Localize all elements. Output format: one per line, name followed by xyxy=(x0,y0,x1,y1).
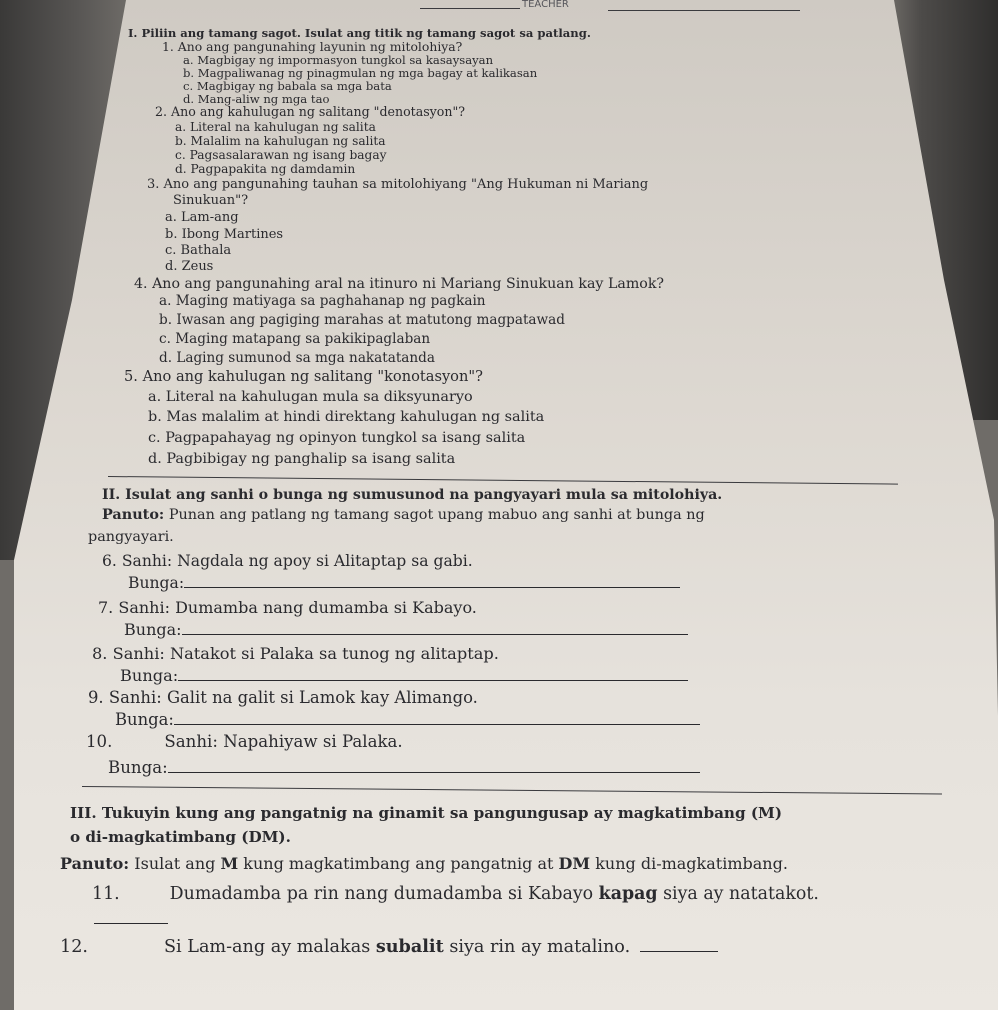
item6-answer-blank[interactable] xyxy=(184,586,680,588)
q4-text: Ano ang pangunahing aral na itinuro ni Mariang Sinukuan kay Lamok? xyxy=(152,276,665,292)
item10-answer-blank[interactable] xyxy=(168,771,700,773)
header-rule-right xyxy=(608,10,800,11)
section3-instruction xyxy=(60,856,788,872)
item11-before: Dumadamba pa rin nang dumadamba si Kabayo xyxy=(169,884,599,904)
section2-instruction-line1 xyxy=(102,508,705,522)
section3-heading-line2: o di-magkatimbang (DM). xyxy=(70,828,291,846)
item10-number: 10. xyxy=(86,732,113,751)
q1-choice-a: a. Magbigay ng impormasyon tungkol sa kasaysayan xyxy=(183,53,494,67)
q5-choice-d: d. Pagbibigay ng panghalip sa isang salita xyxy=(148,451,456,467)
item6-text: Sanhi: Nagdala ng apoy si Alitaptap sa gabi. xyxy=(121,552,473,570)
item7-number: 7. xyxy=(98,598,114,617)
item6-effect xyxy=(128,576,680,592)
item12-answer-blank[interactable] xyxy=(640,950,718,952)
item6-bunga-label: Bunga: xyxy=(128,574,185,592)
item11-after: siya ay natatakot. xyxy=(657,884,819,904)
item11-answer-blank[interactable] xyxy=(94,922,168,924)
q2-number: 2. xyxy=(155,104,168,119)
q4-choice-d: d. Laging sumunod sa mga nakatatanda xyxy=(159,350,435,366)
item7-text: Sanhi: Dumamba nang dumamba si Kabayo. xyxy=(118,598,477,617)
section3-instruction-m: M xyxy=(220,854,239,873)
q5-number: 5. xyxy=(124,368,138,385)
q2-text: Ano ang kahulugan ng salitang "denotasyon"? xyxy=(171,104,466,119)
item12-number: 12. xyxy=(60,937,88,957)
q1-choice-b: b. Magpaliwanag ng pinagmulan ng mga bagay at kalikasan xyxy=(183,66,538,80)
item9-number: 9. xyxy=(88,688,104,707)
item11-conjunction: kapag xyxy=(598,884,658,904)
q4-choice-a: a. Maging matiyaga sa paghahanap ng pagkain xyxy=(159,293,486,309)
section3-heading-line1: III. Tukuyin kung ang pangatnig na ginamit sa pangungusap ay magkatimbang (M) xyxy=(70,804,783,822)
section2-instruction-line2: pangyayari. xyxy=(88,529,174,545)
item9-bunga-label: Bunga: xyxy=(115,710,174,729)
item7-answer-blank[interactable] xyxy=(182,633,688,635)
section3-instruction-b: kung magkatimbang ang pangatnig at xyxy=(238,854,559,873)
item9-answer-blank[interactable] xyxy=(174,723,700,725)
q1-choice-c: c. Magbigay ng babala sa mga bata xyxy=(183,79,392,93)
item8-bunga-label: Bunga: xyxy=(120,666,179,685)
q1-stem xyxy=(162,41,462,53)
item7-effect xyxy=(124,622,688,638)
q2-choice-d: d. Pagpapakita ng damdamin xyxy=(175,162,356,176)
section2-heading: II. Isulat ang sanhi o bunga ng sumusunod na pangyayari mula sa mitolohiya. xyxy=(102,487,723,503)
item12-conjunction: subalit xyxy=(375,936,444,957)
q3-text: Ano ang pangunahing tauhan sa mitolohiyang "Ang Hukuman ni Mariang xyxy=(163,177,649,192)
item6-number: 6. xyxy=(102,552,117,570)
q5-choice-c: c. Pagpapahayag ng opinyon tungkol sa isang salita xyxy=(148,430,526,446)
section3-instruction-a: Isulat ang xyxy=(134,854,221,873)
section3-instruction-c: kung di-magkatimbang. xyxy=(590,854,788,873)
item9-effect xyxy=(115,712,700,728)
q5-choice-a: a. Literal na kahulugan mula sa diksyunaryo xyxy=(148,389,473,405)
q5-text: Ano ang kahulugan ng salitang "konotasyon"? xyxy=(142,368,483,385)
item10-cause xyxy=(86,734,403,751)
item10-effect xyxy=(108,760,700,777)
item10-bunga-label: Bunga: xyxy=(108,758,168,777)
q2-choice-b: b. Malalim na kahulugan ng salita xyxy=(175,134,386,148)
q4-stem xyxy=(134,277,664,291)
teacher-label: TEACHER xyxy=(522,0,569,10)
item7-bunga-label: Bunga: xyxy=(124,620,182,639)
q2-choice-a: a. Literal na kahulugan ng salita xyxy=(175,120,376,134)
item12 xyxy=(60,938,718,957)
section1-heading: I. Piliin ang tamang sagot. Isulat ang titik ng tamang sagot sa patlang. xyxy=(128,26,591,40)
q3-choice-a: a. Lam-ang xyxy=(165,210,239,225)
item9-text: Sanhi: Galit na galit si Lamok kay Alimango. xyxy=(108,688,478,707)
q3-stem-cont: Sinukuan"? xyxy=(173,193,249,208)
section2-instruction-text: Punan ang patlang ng tamang sagot upang mabuo ang sanhi at bunga ng xyxy=(168,507,705,523)
q4-choice-b: b. Iwasan ang pagiging marahas at matutong magpatawad xyxy=(159,312,565,328)
section3-instruction-label: Panuto: xyxy=(60,854,130,873)
item12-after: siya rin ay matalino. xyxy=(443,937,631,957)
item11-number: 11. xyxy=(92,884,120,904)
item8-effect xyxy=(120,668,688,684)
item8-cause xyxy=(92,646,499,662)
q3-number: 3. xyxy=(147,177,160,192)
q5-stem xyxy=(124,370,483,385)
q4-number: 4. xyxy=(134,276,148,292)
item8-answer-blank[interactable] xyxy=(178,679,688,681)
item7-cause xyxy=(98,600,477,616)
q1-number: 1. xyxy=(162,39,174,54)
q1-choice-d: d. Mang-aliw ng mga tao xyxy=(183,92,330,106)
q4-choice-c: c. Maging matapang sa pakikipaglaban xyxy=(159,331,431,347)
q3-stem xyxy=(147,178,648,191)
item8-text: Sanhi: Natakot si Palaka sa tunog ng alitaptap. xyxy=(112,644,499,663)
item12-before: Si Lam-ang ay malakas xyxy=(163,937,376,957)
q3-choice-b: b. Ibong Martines xyxy=(165,227,284,242)
item6-cause xyxy=(102,554,473,570)
header-rule-left xyxy=(420,8,520,9)
item9-cause xyxy=(88,690,478,706)
q3-choice-d: d. Zeus xyxy=(165,259,214,274)
item11 xyxy=(92,886,819,903)
item10-text: Sanhi: Napahiyaw si Palaka. xyxy=(164,732,403,751)
q1-text: Ano ang pangunahing layunin ng mitolohiya? xyxy=(177,39,463,54)
q3-choice-c: c. Bathala xyxy=(165,243,232,258)
q2-stem xyxy=(155,106,465,119)
item8-number: 8. xyxy=(92,644,108,663)
q2-choice-c: c. Pagsasalarawan ng isang bagay xyxy=(175,148,387,162)
section3-instruction-dm: DM xyxy=(558,854,591,873)
q5-choice-b: b. Mas malalim at hindi direktang kahulugan ng salita xyxy=(148,409,545,425)
section2-instruction-label: Panuto: xyxy=(102,506,165,523)
